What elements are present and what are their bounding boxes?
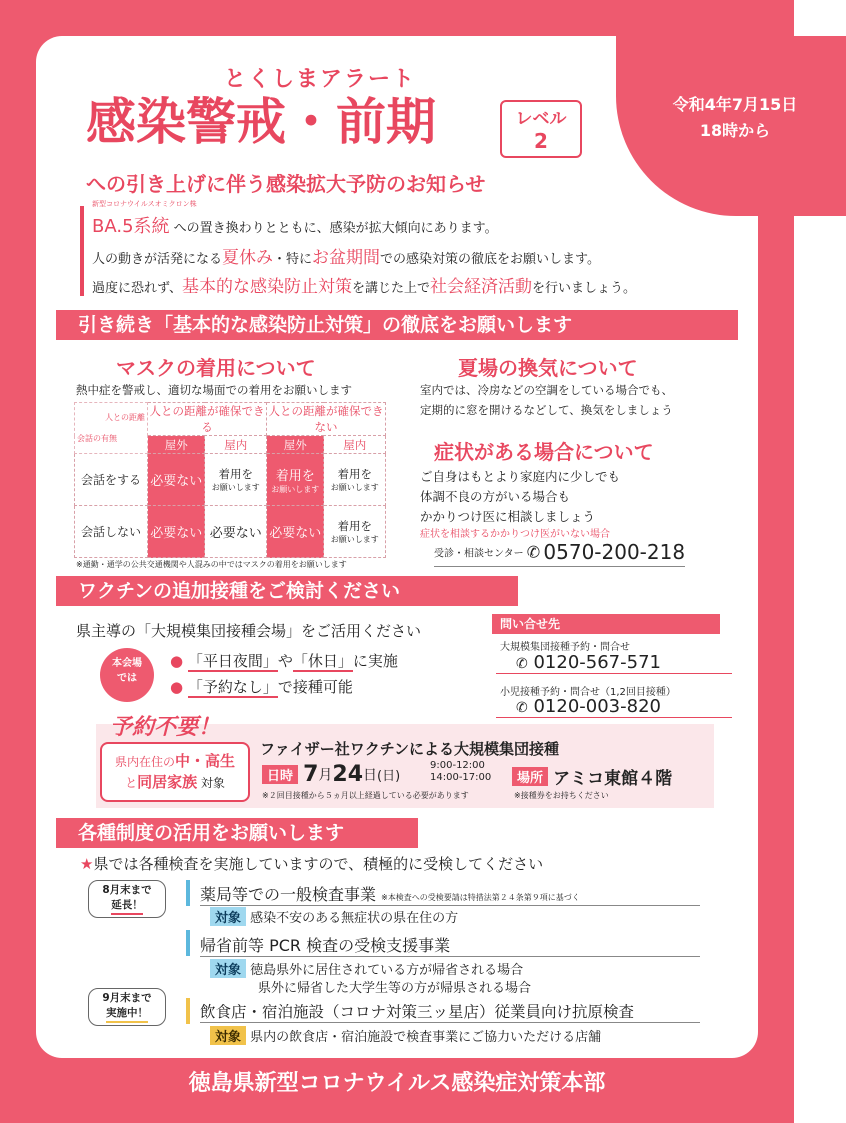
bullet1-b: や xyxy=(277,652,293,670)
date-month-unit: 月 xyxy=(318,767,333,784)
event-place xyxy=(512,764,672,789)
target-b: 中・高生 xyxy=(175,752,236,770)
mask-group2: 人との距離が確保できない xyxy=(268,404,384,434)
intro-line2-b: ・特に xyxy=(273,252,313,267)
mask-cell-unneeded: 必要ない xyxy=(148,454,205,506)
badge1-line2: 延長！ xyxy=(111,898,143,915)
intro-line3-c: を行いましょう。 xyxy=(531,281,636,296)
intro-line2-c: での感染対策の徹底をお願いします。 xyxy=(380,252,600,267)
bullet1 xyxy=(170,650,398,671)
date-weekday: (日) xyxy=(377,769,401,784)
symptom-note: 症状を相談するかかりつけ医がいない場合 xyxy=(420,529,610,540)
intro-line2-a: 人の動きが活発になる xyxy=(92,252,223,267)
mask-cell-unneeded: 必要ない xyxy=(267,506,324,558)
intro-em-obon: お盆期間 xyxy=(312,248,381,268)
intro-em-ba5: BA.5系統 xyxy=(92,216,170,237)
symptom-line2: 体調不良の方がいる場合も xyxy=(420,489,571,504)
target-tag: 対象 xyxy=(210,1026,246,1045)
star-icon: ★ xyxy=(80,855,94,873)
bullet2-b: で接種可能 xyxy=(277,678,353,696)
contact1 xyxy=(496,652,732,674)
mask-outdoor-1: 屋外 xyxy=(148,436,205,454)
intro-small-note: 新型コロナウイルスオミクロン株 xyxy=(92,200,197,208)
level-number: 2 xyxy=(534,129,548,153)
target-c: と xyxy=(125,776,138,790)
intro-line1 xyxy=(92,212,498,238)
item2-bar xyxy=(186,930,190,956)
item2-target1: 徳島県外に居住されている方が帰省される場合 xyxy=(250,963,524,978)
event-times xyxy=(430,760,491,784)
mask-corner xyxy=(75,403,148,454)
date-day-unit: 日 xyxy=(363,767,378,784)
item3-target xyxy=(210,1026,601,1045)
badge-line1: 本会場 xyxy=(112,658,142,669)
phone-icon: ✆ xyxy=(516,700,528,716)
badge-extended xyxy=(88,880,166,918)
symptom-line1: ご自身はもとより家庭内に少しでも xyxy=(420,469,621,484)
vent-line1: 室内では、冷房などの空調をしている場合でも、 xyxy=(420,383,673,397)
badge-line2: では xyxy=(117,673,137,684)
contact1-phone: 0120-567-571 xyxy=(533,652,661,673)
footer-org: 徳島県新型コロナウイルス感染症対策本部 xyxy=(188,1071,606,1096)
contact2 xyxy=(496,696,732,718)
mask-indoor-1: 屋内 xyxy=(205,436,267,454)
badge2-line2: 実施中！ xyxy=(106,1006,148,1023)
mask-indoor-2: 屋内 xyxy=(324,436,386,454)
target-d: 同居家族 xyxy=(137,773,198,791)
center-label: 受診・相談センター xyxy=(434,548,524,560)
symptom-line3: かかりつけ医に相談しましょう xyxy=(420,509,596,524)
alert-tagline: への引き上げに伴う感染拡大予防のお知らせ xyxy=(86,172,486,196)
mask-row-talk: 会話をする xyxy=(75,454,148,506)
date-month: 7 xyxy=(303,762,319,787)
target-box xyxy=(100,742,250,802)
mask-corner-top: 人との距離 xyxy=(105,413,145,422)
date-line2: 18時から xyxy=(699,121,771,140)
mask-cell-unneeded: 必要ない xyxy=(148,506,205,558)
mask-wear-label: 着用を xyxy=(218,467,253,481)
event-note2: ※接種券をお持ちください xyxy=(514,791,609,800)
contact2-label: 小児接種予約・問合せ（1,2回目接種） xyxy=(500,687,676,698)
mask-cell-wear xyxy=(324,454,386,506)
venue-badge xyxy=(100,648,154,702)
contact2-phone: 0120-003-820 xyxy=(533,696,661,717)
item3-target-text: 県内の飲食店・宿泊施設で検査事業にご協力いただける店舗 xyxy=(250,1030,602,1045)
level-box xyxy=(500,100,582,158)
mask-cell-wear xyxy=(205,454,267,506)
symptom-heading: 症状がある場合について xyxy=(434,440,654,464)
center-phone: 0570-200-218 xyxy=(543,540,686,564)
intro-line3-b: を講じた上で xyxy=(351,281,430,296)
contact-title: 問い合せ先 xyxy=(492,614,720,634)
mask-group1: 人との距離が確保できる xyxy=(149,404,265,434)
badge-ongoing xyxy=(88,988,166,1026)
mask-cell-unneeded-plain: 必要ない xyxy=(205,506,267,558)
intro-em-social: 社会経済活動 xyxy=(429,277,532,297)
date-tag: 日時 xyxy=(262,765,298,784)
item1-target xyxy=(210,907,458,926)
section1-title: 引き続き「基本的な感染防止対策」の徹底をお願いします xyxy=(56,310,738,340)
symptom-center xyxy=(434,540,685,567)
target-a: 県内在住の xyxy=(114,755,175,769)
item1-title-row xyxy=(200,882,700,906)
date-day: 24 xyxy=(332,762,364,787)
mask-heading: マスクの着用について xyxy=(116,356,316,380)
time1: 9:00-12:00 xyxy=(430,760,485,771)
mask-wear-small: お願いします xyxy=(211,483,260,492)
mask-outdoor-2: 屋外 xyxy=(267,436,324,454)
mask-wear-label: 着用を xyxy=(275,468,315,484)
date-line1: 令和4年7月15日 xyxy=(672,95,798,114)
mask-table xyxy=(74,402,386,558)
bullet1-c: 「休日」 xyxy=(292,652,353,670)
item3-title: 飲食店・宿泊施設（コロナ対策三ッ星店）従業員向け抗原検査 xyxy=(200,1000,700,1023)
mask-corner-bottom: 会話の有無 xyxy=(77,434,117,443)
item2-target xyxy=(210,959,523,978)
mask-row-silent: 会話しない xyxy=(75,506,148,558)
phone-icon: ✆ xyxy=(526,542,541,562)
alert-subtitle: とくしまアラート xyxy=(224,67,417,92)
vaccine-lead: 県主導の「大規模集団接種会場」をご活用ください xyxy=(76,622,422,640)
mask-cell-wear-pink xyxy=(267,454,324,506)
bullet1-d: に実施 xyxy=(352,652,398,670)
place-tag: 場所 xyxy=(512,767,548,786)
target-e: 対象 xyxy=(200,776,225,790)
section3-title: 各種制度の活用をお願いします xyxy=(56,818,418,848)
badge1-line1: 8月末まで xyxy=(102,884,152,896)
target-tag: 対象 xyxy=(210,907,246,926)
mask-footnote: ※通勤・通学の公共交通機関や人混みの中ではマスクの着用をお願いします xyxy=(76,560,347,569)
badge2-line1: 9月末まで xyxy=(102,992,152,1004)
item1-bar xyxy=(186,880,190,906)
item2-target2: 県外に帰省した大学生等の方が帰県される場合 xyxy=(258,981,532,996)
contact1-label: 大規模集団接種予約・問合せ xyxy=(500,642,630,653)
mask-wear-small: お願いします xyxy=(330,535,379,544)
event-date xyxy=(262,762,400,787)
date-badge xyxy=(616,36,846,216)
event-title: ファイザー社ワクチンによる大規模集団接種 xyxy=(260,740,559,758)
item1-note: ※本検査への受検要請は特措法第２４条第９項に基づく xyxy=(381,893,580,902)
alert-title: 感染警戒・前期 xyxy=(86,93,436,151)
phone-icon: ✆ xyxy=(516,656,528,672)
mask-wear-small: お願いします xyxy=(330,483,379,492)
item2-title: 帰省前等 PCR 検査の受検支援事業 xyxy=(200,933,700,957)
section3-lead-text: 県では各種検査を実施していますので、積極的に受検してください xyxy=(93,855,544,873)
mask-wear-small: お願いします xyxy=(271,484,320,494)
intro-line2 xyxy=(92,243,600,268)
level-label: レベル xyxy=(515,109,567,129)
vent-line2: 定期的に窓を開けるなどして、換気をしましょう xyxy=(420,403,673,417)
bullet1-a: 「平日夜間」 xyxy=(187,652,278,670)
time2: 14:00-17:00 xyxy=(430,772,492,783)
item3-bar xyxy=(186,998,190,1024)
event-note1: ※２回目接種から５ヵ月以上経過している必要があります xyxy=(262,791,469,800)
item1-title: 薬局等での一般検査事業 xyxy=(200,885,377,904)
section2-title: ワクチンの追加接種をご検討ください xyxy=(56,576,518,606)
place-value: アミコ東館４階 xyxy=(553,769,673,789)
mask-desc: 熱中症を警戒し、適切な場面での着用をお願いします xyxy=(76,383,352,397)
bullet1-dot: ● xyxy=(170,652,184,670)
mask-cell-wear xyxy=(324,506,386,558)
intro-line3 xyxy=(92,272,636,297)
intro-accent-bar xyxy=(80,206,84,296)
mask-wear-label: 着用を xyxy=(337,519,372,533)
intro-em-basic: 基本的な感染防止対策 xyxy=(181,277,352,297)
bullet2-a: 「予約なし」 xyxy=(187,678,278,696)
intro-em-summer: 夏休み xyxy=(222,248,274,268)
item1-target-text: 感染不安のある無症状の県在住の方 xyxy=(250,911,459,926)
intro-line1-rest: への置き換わりとともに、感染が拡大傾向にあります。 xyxy=(173,221,498,236)
vent-heading: 夏場の換気について xyxy=(458,356,638,380)
no-reservation: 予約不要！ xyxy=(110,715,221,740)
section3-lead xyxy=(80,853,543,874)
mask-wear-label: 着用を xyxy=(337,467,372,481)
bullet2-dot: ● xyxy=(170,678,184,696)
bullet2 xyxy=(170,676,353,697)
intro-line3-a: 過度に恐れず、 xyxy=(92,281,182,296)
target-tag: 対象 xyxy=(210,959,246,978)
